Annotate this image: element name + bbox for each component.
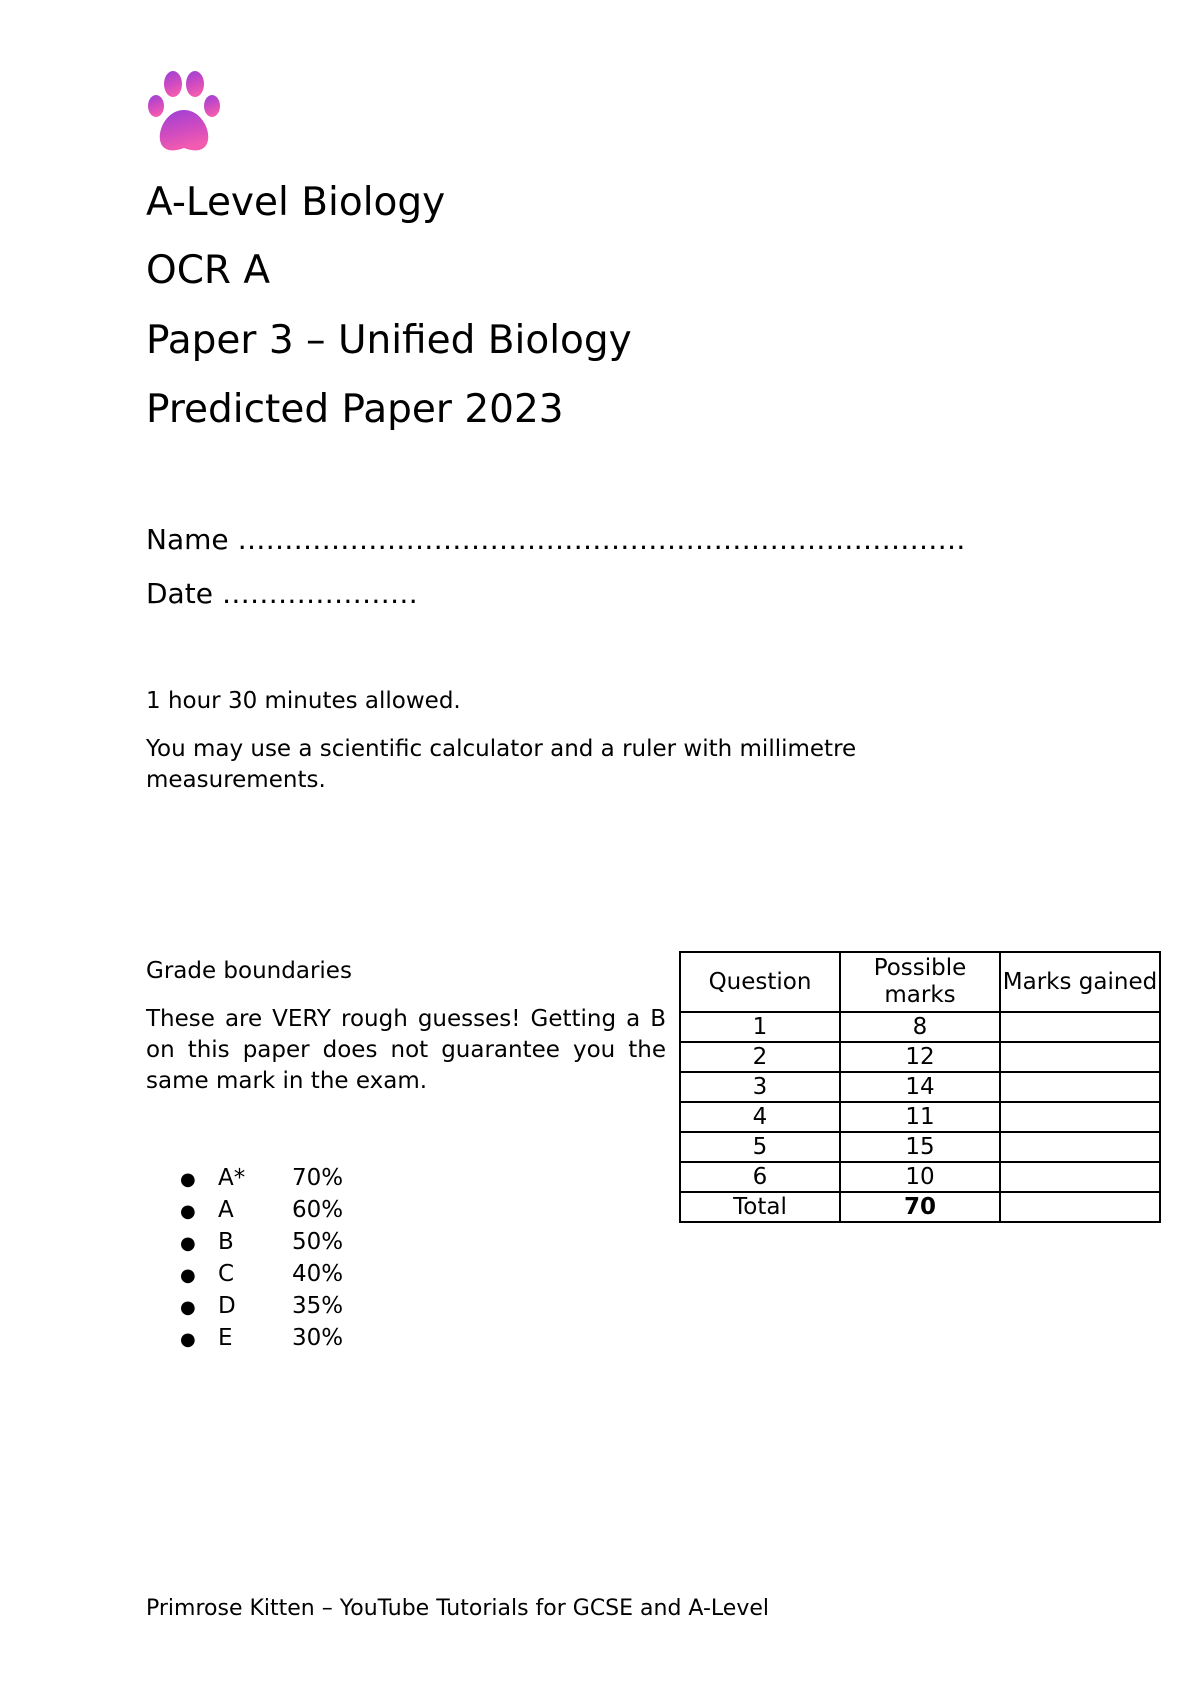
total-possible-marks: 70 — [840, 1192, 1000, 1222]
table-total-row — [680, 1192, 1160, 1222]
table-row — [680, 1162, 1160, 1192]
total-label: Total — [680, 1192, 840, 1222]
bullet-icon: ● — [180, 1201, 196, 1222]
grade-label: B — [218, 1229, 234, 1255]
header-possible-marks: Possible marks — [840, 952, 1000, 1012]
possible-marks: 11 — [840, 1102, 1000, 1132]
grade-boundaries-list — [180, 1162, 343, 1354]
list-item — [180, 1194, 343, 1226]
list-item — [180, 1226, 343, 1258]
total-marks-gained-cell[interactable] — [1000, 1192, 1160, 1222]
table-row — [680, 1012, 1160, 1042]
list-item — [180, 1322, 343, 1354]
title-paper: Paper 3 – Unified Biology — [146, 318, 632, 363]
marks-gained-cell[interactable] — [1000, 1132, 1160, 1162]
name-field[interactable]: Name …………………………………………………………………… — [146, 523, 966, 556]
header-question: Question — [680, 952, 840, 1012]
possible-marks: 8 — [840, 1012, 1000, 1042]
marks-table — [679, 951, 1161, 1223]
marks-gained-cell[interactable] — [1000, 1102, 1160, 1132]
marks-gained-cell[interactable] — [1000, 1042, 1160, 1072]
marks-gained-cell[interactable] — [1000, 1012, 1160, 1042]
table-row — [680, 1042, 1160, 1072]
grade-boundaries-heading: Grade boundaries — [146, 958, 352, 984]
grade-label: A — [218, 1197, 234, 1223]
table-header-row — [680, 952, 1160, 1012]
title-predicted: Predicted Paper 2023 — [146, 387, 564, 432]
table-row — [680, 1102, 1160, 1132]
grade-percent: 40% — [292, 1261, 344, 1287]
list-item — [180, 1162, 343, 1194]
list-item — [180, 1258, 343, 1290]
grade-boundaries-note: These are VERY rough guesses! Getting a B on this paper does not guarantee you the same mark in the exam. — [146, 1006, 666, 1094]
grade-percent: 70% — [292, 1165, 344, 1191]
possible-marks: 10 — [840, 1162, 1000, 1192]
grade-label: D — [218, 1293, 236, 1319]
bullet-icon: ● — [180, 1329, 196, 1350]
grade-label: A* — [218, 1165, 246, 1191]
list-item — [180, 1290, 343, 1322]
marks-gained-cell[interactable] — [1000, 1162, 1160, 1192]
bullet-icon: ● — [180, 1169, 196, 1190]
grade-percent: 50% — [292, 1229, 344, 1255]
date-field[interactable]: Date ………………… — [146, 577, 418, 610]
title-subject: A-Level Biology — [146, 180, 446, 225]
marks-gained-cell[interactable] — [1000, 1072, 1160, 1102]
question-number: 2 — [680, 1042, 840, 1072]
bullet-icon: ● — [180, 1233, 196, 1254]
question-number: 3 — [680, 1072, 840, 1102]
grade-label: C — [218, 1261, 235, 1287]
equipment-note: You may use a scientific calculator and a ruler with millimetre measurements. — [146, 736, 857, 793]
grade-percent: 60% — [292, 1197, 344, 1223]
title-exam-board: OCR A — [146, 248, 271, 293]
possible-marks: 14 — [840, 1072, 1000, 1102]
bullet-icon: ● — [180, 1297, 196, 1318]
grade-percent: 35% — [292, 1293, 344, 1319]
question-number: 1 — [680, 1012, 840, 1042]
paw-print-icon — [146, 70, 222, 154]
possible-marks: 12 — [840, 1042, 1000, 1072]
bullet-icon: ● — [180, 1265, 196, 1286]
grade-percent: 30% — [292, 1325, 344, 1351]
time-allowed: 1 hour 30 minutes allowed. — [146, 688, 461, 714]
question-number: 5 — [680, 1132, 840, 1162]
table-row — [680, 1072, 1160, 1102]
table-row — [680, 1132, 1160, 1162]
question-number: 4 — [680, 1102, 840, 1132]
page-footer: Primrose Kitten – YouTube Tutorials for GCSE and A-Level — [146, 1596, 769, 1621]
possible-marks: 15 — [840, 1132, 1000, 1162]
question-number: 6 — [680, 1162, 840, 1192]
header-marks-gained: Marks gained — [1000, 952, 1160, 1012]
grade-label: E — [218, 1325, 233, 1351]
